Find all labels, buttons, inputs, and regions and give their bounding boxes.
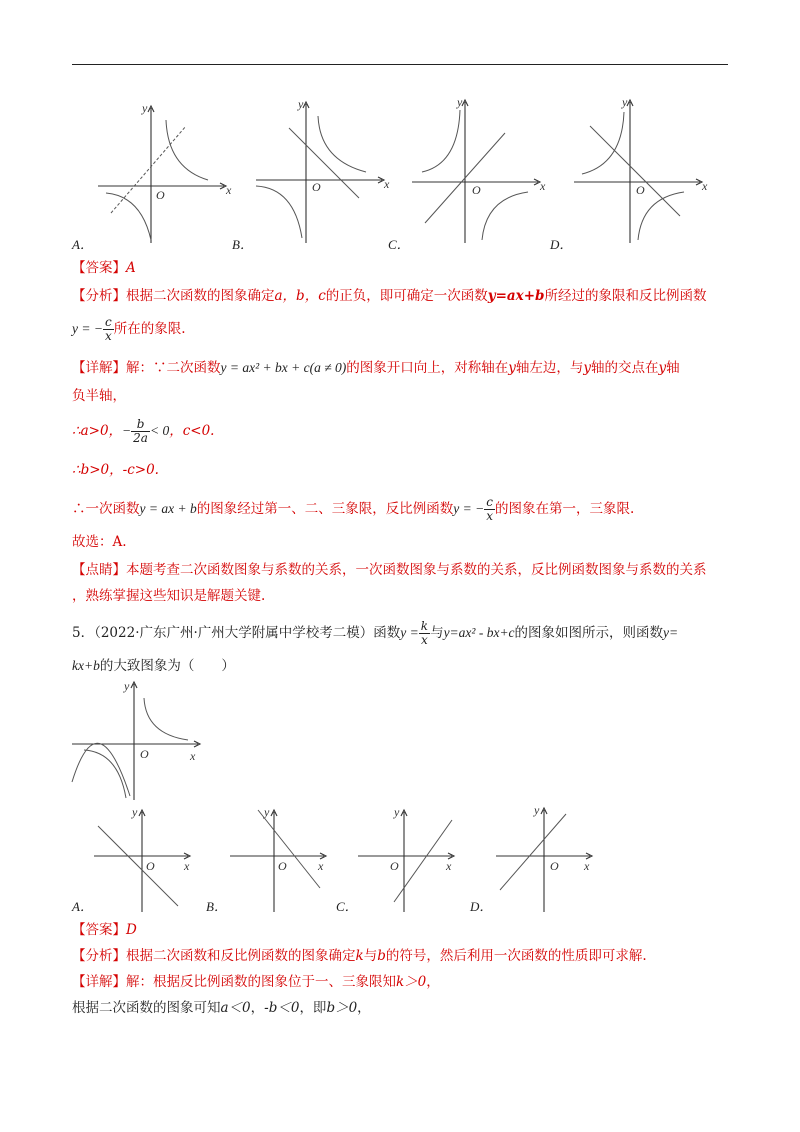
svg-text:y: y [457,95,463,109]
q5-stem-line2: kx+b的大致图象为（ ） [72,658,235,674]
q4-step1: ∴a>0，− $\frac{b}{2a}$ < 0，c<0. [72,417,215,445]
q4-detail: 【详解】解：∵二次函数y = ax² + bx + c(a ≠ 0)的图象开口向上，对称轴在y轴左边，与y轴的交点在y轴 [72,360,680,376]
q5-option-d-graph [494,803,604,916]
q4-answer: 【答案】A [72,260,136,276]
svg-text:O: O [550,859,559,873]
q4-comment-line2: ，熟练掌握这些知识是解题关键. [72,588,266,604]
svg-text:x: x [184,859,190,873]
q5-answer: 【答案】D [72,922,137,938]
svg-text:O: O [146,859,155,873]
q4-detail-line2: 负半轴， [72,388,126,404]
header-rule [72,64,728,65]
q4-analysis: 【分析】根据二次函数的图象确定a，b，c的正负，即可确定一次函数y=ax+b所经过的象限和反比例函数 [72,288,707,304]
q4-step3: ∴一次函数y = ax + b的图象经过第一、二、三象限，反比例函数y = − $\frac{c}{x}$ 的图象在第一，三象限. [72,495,635,523]
q4-option-a-label: A． [72,237,93,252]
svg-text:y: y [132,805,138,819]
svg-text:y: y [534,803,540,817]
svg-text:y: y [298,97,304,111]
svg-text:x: x [190,749,196,763]
q5-stem: 5．（2022·广东广州·广州大学附属中学校考二模）函数y = $\frac{k}{x}$ 与y=ax² - bx+c的图象如图所示，则函数y= [72,619,679,647]
q4-option-d-graph [572,95,712,246]
svg-text:x: x [446,859,452,873]
q4-option-d-label: D． [550,237,573,252]
svg-text:y: y [394,805,400,819]
svg-text:O: O [312,180,321,194]
svg-text:x: x [540,179,546,193]
q4-option-a-graph [96,98,236,246]
q5-option-a-label: A． [72,899,93,914]
q5-option-d-label: D． [470,899,493,914]
q5-option-a-graph [92,806,202,916]
q5-detail-line2: 根据二次函数的图象可知a＜0，-b＜0，即b＞0， [72,1000,371,1016]
svg-text:x: x [584,859,590,873]
q4-option-b-graph [254,98,394,246]
svg-text:x: x [226,183,232,197]
q5-main-graph [70,678,210,802]
q4-option-c-graph [410,95,550,246]
svg-text:y: y [264,805,270,819]
q5-option-b-graph [228,806,338,916]
q4-comment: 【点睛】本题考查二次函数图象与系数的关系，一次函数图象与系数的关系，反比例函数图象与系数的关系 [72,562,707,578]
svg-text:y: y [142,101,148,115]
q4-choose: 故选：A. [72,534,127,550]
q5-option-b-label: B． [206,899,227,914]
svg-text:O: O [390,859,399,873]
svg-text:x: x [702,179,708,193]
svg-text:O: O [472,183,481,197]
q4-step2: ∴b>0，-c>0. [72,462,159,478]
q5-option-c-label: C． [336,899,358,914]
svg-text:x: x [318,859,324,873]
q5-analysis: 【分析】根据二次函数和反比例函数的图象确定k与b的符号，然后利用一次函数的性质即可求解. [72,948,647,964]
q4-option-c-label: C． [388,237,410,252]
svg-text:x: x [384,177,390,191]
svg-text:O: O [156,188,165,202]
svg-text:y: y [622,95,628,109]
svg-text:O: O [278,859,287,873]
svg-text:y: y [124,679,130,693]
q5-option-c-graph [356,806,466,916]
svg-text:O: O [140,747,149,761]
svg-text:O: O [636,183,645,197]
q4-option-b-label: B． [232,237,253,252]
q5-detail: 【详解】解：根据反比例函数的图象位于一、三象限知k＞0， [72,974,440,990]
q4-analysis-line2: y = − $\frac{c}{x}$ 所在的象限. [72,315,186,343]
